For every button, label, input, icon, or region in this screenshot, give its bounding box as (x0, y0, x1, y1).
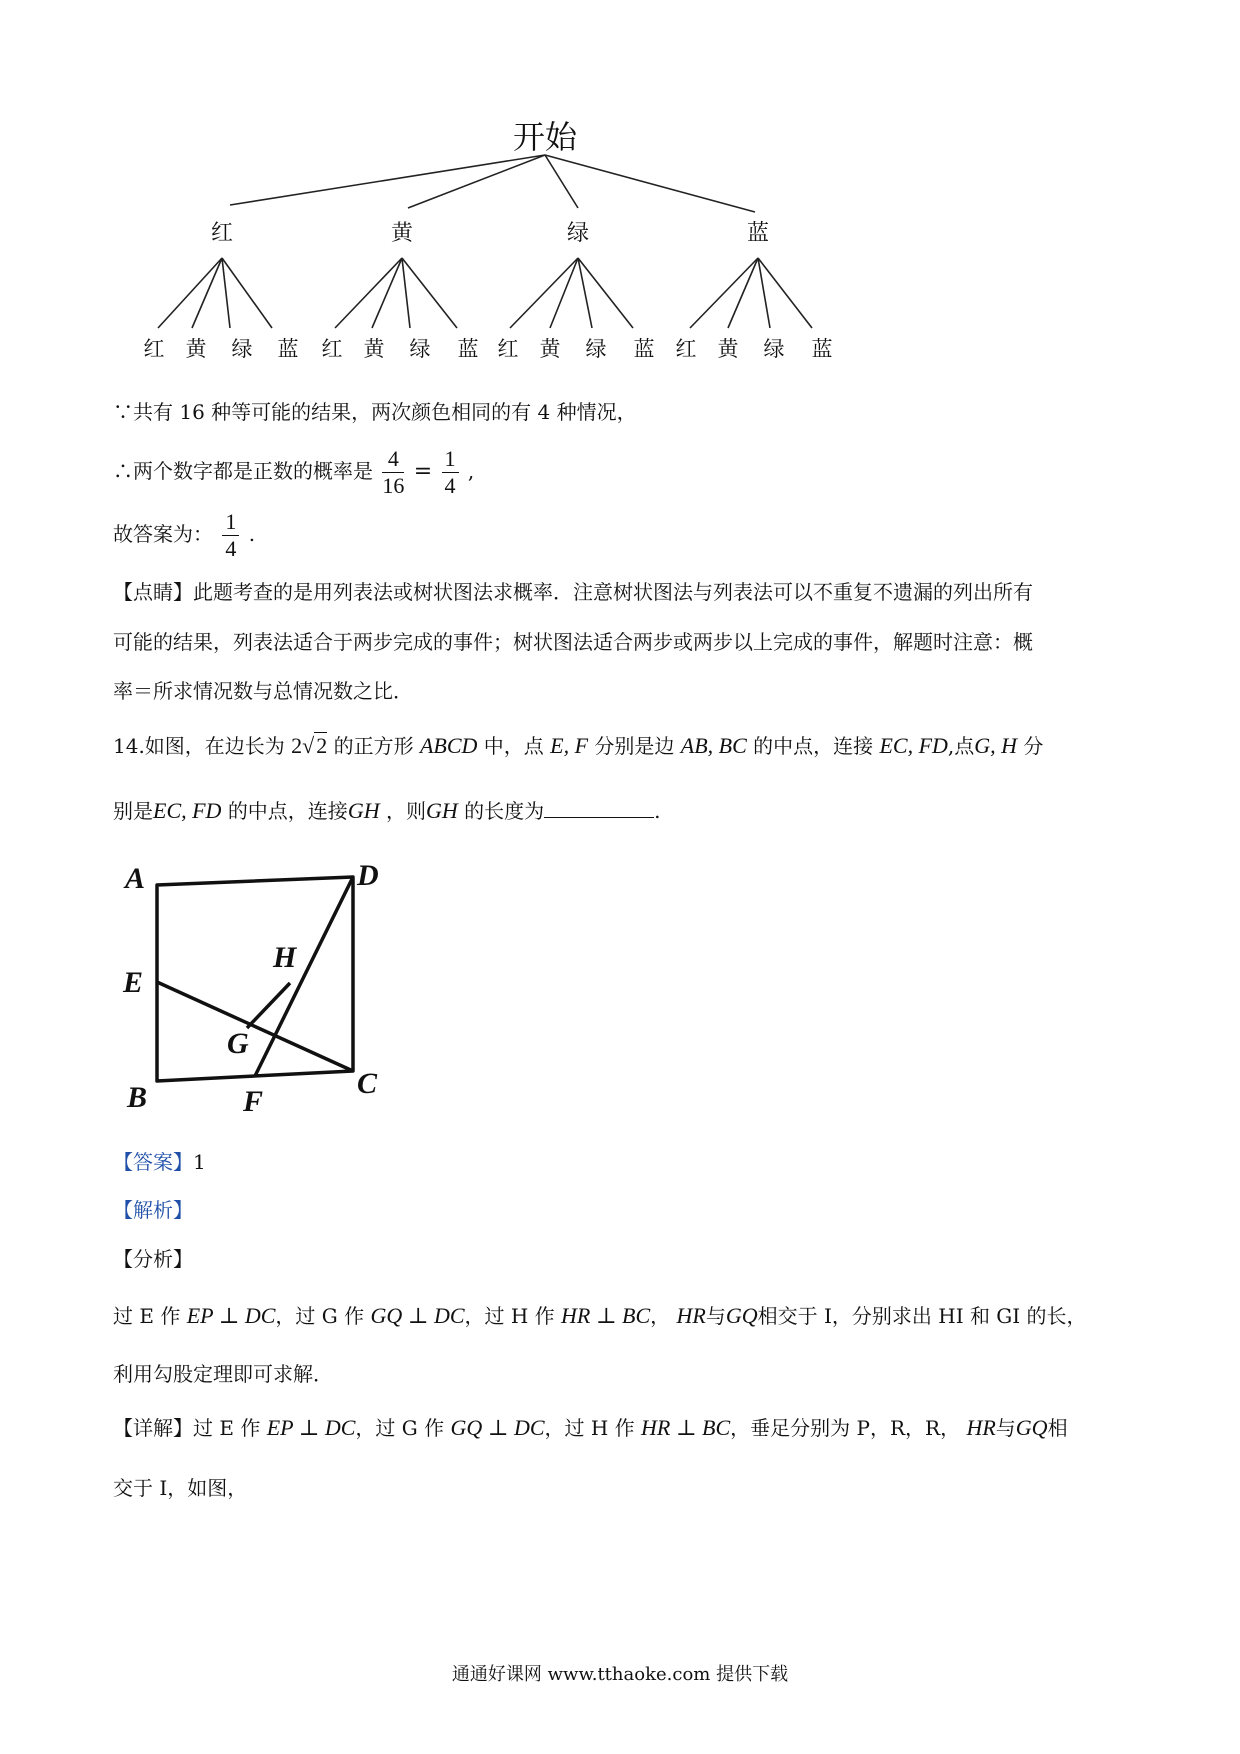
problem-text: 14.如图，在边长为 (113, 734, 285, 758)
fenxi-text: ， (650, 1304, 671, 1328)
solution-line-answer (113, 506, 255, 562)
tree-leaf-label: 黄 (185, 337, 207, 361)
math-g-h: G, H (974, 733, 1018, 758)
segment-ec (157, 982, 353, 1071)
tree-leaf-label: 蓝 (811, 337, 833, 361)
side-length (291, 733, 327, 758)
tree-leaf-label: 红 (321, 337, 343, 361)
fraction-denominator: 4 (225, 536, 237, 561)
punctuation: , (467, 459, 475, 483)
problem-text: 分别是边 (594, 734, 675, 758)
math-abcd: ABCD (419, 733, 478, 758)
tree-leaf-label: 黄 (539, 337, 561, 361)
problem-text: ，则 (385, 799, 426, 823)
label-h: H (273, 941, 297, 974)
detail-text: ，过 G 作 (355, 1416, 445, 1440)
fenxi-text: 与 (705, 1304, 726, 1328)
fraction-numerator: 1 (442, 446, 459, 473)
label-a: A (125, 862, 146, 895)
punctuation: . (654, 799, 661, 823)
math-gq: GQ (1015, 1415, 1048, 1440)
sqrt-coefficient: 2 (291, 733, 303, 758)
problem-14-line-2 (113, 797, 660, 825)
fenxi-line-2: 利用勾股定理即可求解． (113, 1362, 333, 1386)
fenxi-line-1 (113, 1302, 1087, 1330)
problem-text: ,点 (947, 734, 975, 758)
tree-leaf-label: 黄 (363, 337, 385, 361)
label-c: C (357, 1067, 378, 1100)
math-hr-perp-bc: HR ⊥ BC (561, 1303, 651, 1328)
math-ep-perp-dc: EP ⊥ DC (186, 1303, 276, 1328)
detail-text: ，垂足分别为 P，R，R， (730, 1416, 961, 1440)
math-hr: HR (966, 1415, 996, 1440)
punctuation: . (248, 522, 256, 546)
math-ep-perp-dc: EP ⊥ DC (266, 1415, 356, 1440)
math-gq-perp-dc: GQ ⊥ DC (370, 1303, 465, 1328)
answer-prefix: 故答案为： (113, 522, 213, 546)
problem-text: 的中点，连接 (227, 799, 348, 823)
fenxi-text: 相交于 I，分别求出 HI 和 GI 的长， (757, 1304, 1087, 1328)
tree-leaf-label: 绿 (763, 337, 785, 361)
tree-leaf-label: 黄 (717, 337, 739, 361)
problem-text: 的长度为 (464, 799, 545, 823)
tree-leaf-label: 蓝 (457, 337, 479, 361)
math-ef: E, F (550, 733, 589, 758)
tree-root-label: 开始 (512, 118, 578, 156)
math-ab-bc: AB, BC (680, 733, 747, 758)
fraction-numerator: 4 (382, 446, 404, 473)
tree-leaf-label: 绿 (585, 337, 607, 361)
answer-label: 【答案】 (113, 1150, 193, 1174)
fraction-1-4 (442, 446, 459, 499)
square-figure (115, 855, 435, 1135)
tree-leaf-label: 红 (675, 337, 697, 361)
sqrt-radicand: 2 (316, 733, 328, 758)
math-gh: GH (425, 798, 458, 823)
probability-text: ∴两个数字都是正数的概率是 (113, 459, 373, 483)
answer-value: 1 (193, 1150, 206, 1174)
detail-line-1 (113, 1414, 1068, 1442)
label-d: D (357, 859, 379, 892)
problem-text: 的中点，连接 (753, 734, 874, 758)
math-hr-perp-bc: HR ⊥ BC (641, 1415, 731, 1440)
tree-leaf-label: 绿 (231, 337, 253, 361)
tree-level1-label: 绿 (566, 221, 590, 246)
fenxi-text: 过 E 作 (113, 1304, 181, 1328)
fenxi-text: ，过 H 作 (464, 1304, 555, 1328)
math-gq: GQ (725, 1303, 758, 1328)
fenxi-label: 【分析】 (113, 1247, 193, 1271)
math-gh: GH (347, 798, 380, 823)
page-footer: 通通好课网 www.tthaoke.com 提供下载 (451, 1664, 789, 1685)
fraction-denominator: 4 (444, 473, 456, 498)
math-gq-perp-dc: GQ ⊥ DC (450, 1415, 545, 1440)
fenxi-text: ，过 G 作 (275, 1304, 365, 1328)
tree-leaf-label: 绿 (409, 337, 431, 361)
math-ec-fd: EC, FD (879, 733, 948, 758)
solution-line-probability (113, 443, 474, 500)
label-f: F (243, 1085, 264, 1118)
fraction-answer (222, 509, 239, 562)
math-ec-fd: EC, FD (153, 798, 222, 823)
problem-text: 别是 (113, 799, 153, 823)
problem-text: 中，点 (483, 734, 544, 758)
fraction-numerator: 1 (222, 509, 239, 536)
detail-text: 过 E 作 (193, 1416, 261, 1440)
tree-leaf-label: 红 (143, 337, 165, 361)
label-b: B (127, 1081, 148, 1114)
problem-text: 的正方形 (333, 734, 414, 758)
detail-text: 与 (995, 1416, 1016, 1440)
solution-line-outcomes: ∵共有 16 种等可能的结果，两次颜色相同的有 4 种情况， (113, 400, 637, 424)
tree-diagram (130, 110, 930, 370)
tree-level1-label: 蓝 (746, 221, 770, 246)
math-hr: HR (676, 1303, 706, 1328)
tree-lines (158, 155, 812, 328)
fraction-denominator: 16 (382, 473, 405, 498)
label-e: E (123, 966, 144, 999)
problem-14-line-1 (113, 732, 1043, 760)
fraction-4-16 (382, 446, 404, 499)
tree-level1-label: 红 (210, 221, 234, 246)
tree-leaf-label: 蓝 (277, 337, 299, 361)
detail-line-2: 交于 I，如图， (113, 1476, 248, 1500)
tree-leaf-label: 蓝 (633, 337, 655, 361)
note-line: 【点睛】此题考查的是用列表法或树状图法求概率．注意树状图法与列表法可以不重复不遗漏的列出所有 (113, 580, 1033, 604)
detail-text: ，过 H 作 (544, 1416, 635, 1440)
label-g: G (227, 1027, 249, 1060)
tree-level1-label: 黄 (390, 221, 414, 246)
segment-fd (255, 877, 353, 1076)
tree-leaf-label: 红 (497, 337, 519, 361)
detail-text: 相 (1047, 1416, 1068, 1440)
sqrt-symbol: √2 (302, 733, 328, 758)
note-line: 率＝所求情况数与总情况数之比． (113, 679, 413, 703)
problem-text: 分 (1023, 734, 1044, 758)
detail-label: 【详解】 (113, 1416, 193, 1440)
equals-sign: = (413, 459, 433, 484)
answer-line (113, 1148, 206, 1176)
answer-blank[interactable] (544, 797, 654, 818)
note-line: 可能的结果，列表法适合于两步完成的事件；树状图法适合两步或两步以上完成的事件，解题时注意：概 (113, 630, 1033, 654)
analysis-label: 【解析】 (113, 1198, 193, 1222)
square-abcd (157, 877, 353, 1081)
